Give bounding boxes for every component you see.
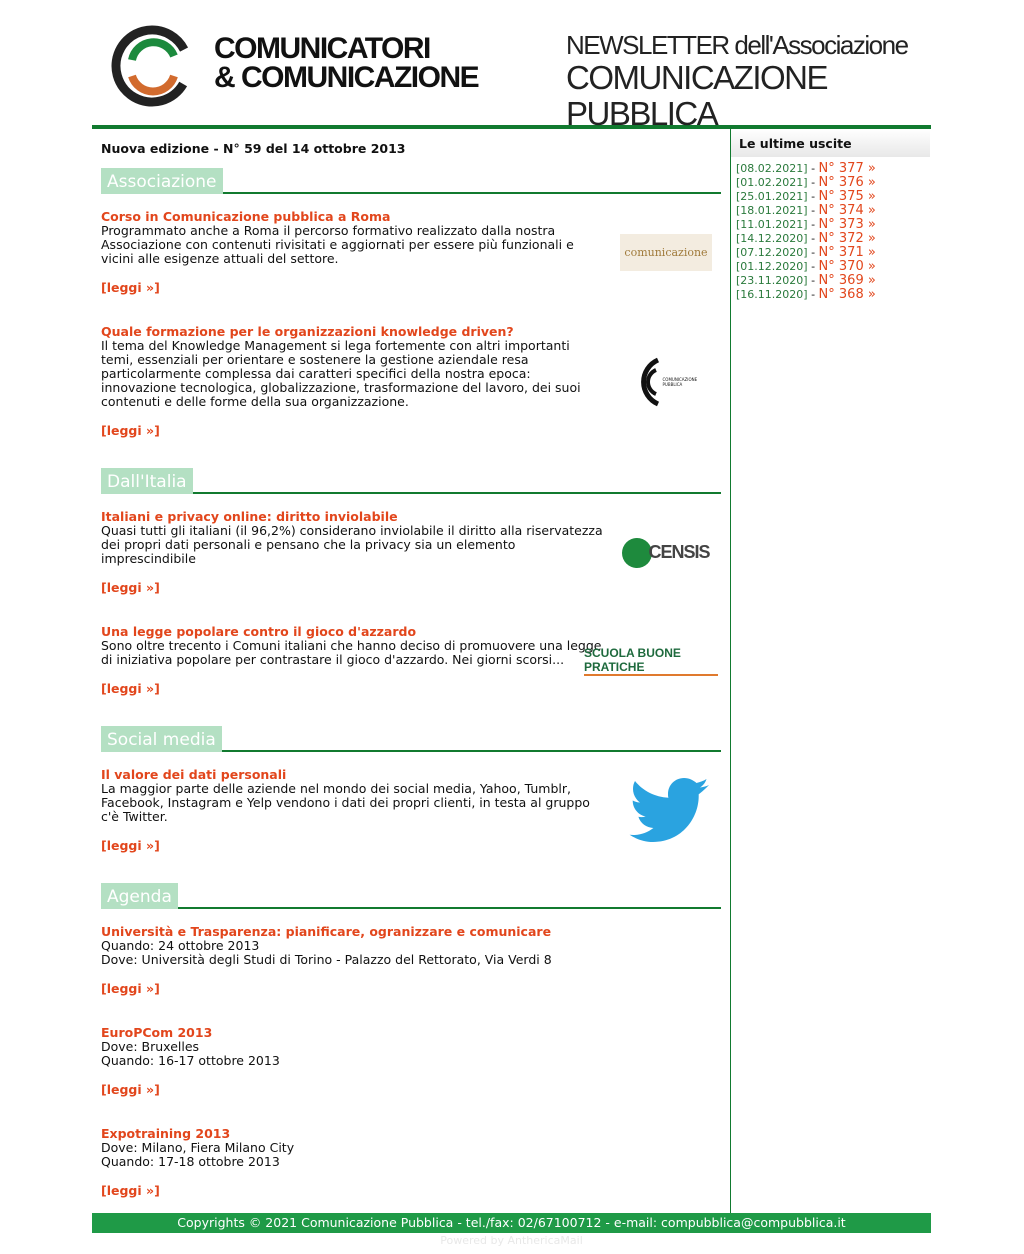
section-title: Associazione <box>101 168 223 194</box>
section-header <box>101 468 721 494</box>
scuola-buone-pratiche-logo: SCUOLA BUONE PRATICHE <box>584 646 718 676</box>
issue-date: [08.02.2021] <box>736 162 808 175</box>
issue-date: [14.12.2020] <box>736 232 808 245</box>
issue-number[interactable]: N° 372 » <box>818 231 876 246</box>
article-body-line: Quando: 24 ottobre 2013 <box>101 938 260 953</box>
article-body-line: Il tema del Knowledge Management si lega fortemente con altri importanti temi, essenziali per orientare e sostenere la gestione aziendale resa particolarmente complessa dai caratteri specifici della nostra epoca: innovazione tecnologica, globalizzazione, trasformazione del lavoro, dei suoi contenuti e delle forme della sua organizzazione. <box>101 338 581 409</box>
issue-number[interactable]: N° 376 » <box>818 175 876 190</box>
article-title-link[interactable]: Italiani e privacy online: diritto inviolabile <box>101 509 398 524</box>
issue-link[interactable]: [16.11.2020] - N° 368 » <box>736 287 876 302</box>
brand-line-1: COMUNICATORI <box>214 32 430 65</box>
issue-number[interactable]: N° 373 » <box>818 217 876 232</box>
footer: Copyrights © 2021 Comunicazione Pubblica - tel./fax: 02/67100712 - e-mail: compubblica@compubblica.it <box>92 1213 931 1233</box>
issue-date: [11.01.2021] <box>736 218 808 231</box>
read-more-link[interactable]: [leggi »] <box>101 838 160 853</box>
article-body-line: Dove: Milano, Fiera Milano City <box>101 1140 295 1155</box>
article-image <box>611 325 721 438</box>
article <box>101 510 721 595</box>
article-image <box>584 625 721 696</box>
article-image <box>611 510 721 595</box>
article-title-link[interactable]: Expotraining 2013 <box>101 1126 231 1141</box>
main-content <box>92 129 731 1217</box>
sidebar <box>731 129 930 1217</box>
article-title-link[interactable]: Corso in Comunicazione pubblica a Roma <box>101 209 391 224</box>
issue-link[interactable]: [07.12.2020] - N° 371 » <box>736 245 876 260</box>
issue-number[interactable]: N° 368 » <box>818 287 876 302</box>
newsletter-line-2: COMUNICAZIONE PUBBLICA <box>566 59 827 132</box>
issue-date: [16.11.2020] <box>736 288 808 301</box>
section-title: Dall'Italia <box>101 468 193 494</box>
issue-link[interactable]: [11.01.2021] - N° 373 » <box>736 217 876 232</box>
issue-date: [23.11.2020] <box>736 274 808 287</box>
twitter-bird-icon <box>621 775 711 847</box>
article <box>101 210 721 295</box>
article <box>101 1127 721 1198</box>
section-rule <box>193 492 721 494</box>
read-more-link[interactable]: [leggi »] <box>101 681 160 696</box>
issue-link[interactable]: [14.12.2020] - N° 372 » <box>736 231 876 246</box>
article <box>101 768 721 853</box>
article-title-link[interactable]: Università e Trasparenza: pianificare, ogranizzare e comunicare <box>101 924 552 939</box>
article-title-link[interactable]: Il valore dei dati personali <box>101 767 287 782</box>
comunicazione-image: comunicazione <box>620 234 711 271</box>
issue-link[interactable]: [18.01.2021] - N° 374 » <box>736 203 876 218</box>
newsletter-title <box>566 30 931 132</box>
article-body-line: Programmato anche a Roma il percorso formativo realizzato dalla nostra Associazione con contenuti rivisitati e aggiornati per essere più funzionali e vicini alle esigenze attuali del settore. <box>101 223 574 266</box>
issue-date: [18.01.2021] <box>736 204 808 217</box>
section-rule <box>222 750 721 752</box>
association-logo-icon <box>110 20 194 112</box>
article <box>101 625 721 696</box>
cp-logo-image: COMUNICAZIONE PUBBLICA <box>630 354 703 410</box>
read-more-link[interactable]: [leggi »] <box>101 423 160 438</box>
article <box>101 1026 721 1097</box>
issue-link[interactable]: [01.02.2021] - N° 376 » <box>736 175 876 190</box>
article-body-line: La maggior parte delle aziende nel mondo dei social media, Yahoo, Tumblr, Facebook, Instagram e Yelp vendono i dati dei propri clienti, in testa al gruppo c'è Twitter. <box>101 781 590 824</box>
brand-title <box>214 34 478 92</box>
article <box>101 325 721 438</box>
read-more-link[interactable]: [leggi »] <box>101 1183 160 1198</box>
header <box>92 0 931 132</box>
censis-logo: CENSIS <box>622 538 709 568</box>
section-rule <box>223 192 721 194</box>
issue-number[interactable]: N° 377 » <box>818 161 876 176</box>
issue-date: [25.01.2021] <box>736 190 808 203</box>
issue-number[interactable]: N° 370 » <box>818 259 876 274</box>
issue-number[interactable]: N° 375 » <box>818 189 876 204</box>
section-rule <box>178 907 721 909</box>
article-body-line: Quando: 17-18 ottobre 2013 <box>101 1154 280 1169</box>
issue-number[interactable]: N° 369 » <box>818 273 876 288</box>
article-title-link[interactable]: EuroPCom 2013 <box>101 1025 213 1040</box>
article-body-line: Quasi tutti gli italiani (il 96,2%) considerano inviolabile il diritto alla riservatezza dei propri dati personali e pensano che la privacy sia un elemento imprescindibile <box>101 523 603 566</box>
read-more-link[interactable]: [leggi »] <box>101 1082 160 1097</box>
edition-title: Nuova edizione - N° 59 del 14 ottobre 2013 <box>101 141 406 156</box>
read-more-link[interactable]: [leggi »] <box>101 580 160 595</box>
read-more-link[interactable]: [leggi »] <box>101 981 160 996</box>
read-more-link[interactable]: [leggi »] <box>101 280 160 295</box>
issue-date: [01.02.2021] <box>736 176 808 189</box>
section-title: Agenda <box>101 883 178 909</box>
article-image <box>611 210 721 295</box>
article-title-link[interactable]: Una legge popolare contro il gioco d'azzardo <box>101 624 417 639</box>
article-body-line: Dove: Bruxelles <box>101 1039 200 1054</box>
issue-number[interactable]: N° 371 » <box>818 245 876 260</box>
section-header <box>101 726 721 752</box>
powered-by: Powered by AnthericaMail <box>440 1234 583 1247</box>
section-header <box>101 883 721 909</box>
article-body-line: Sono oltre trecento i Comuni italiani che hanno deciso di promuovere una legge di iniziativa popolare per contrastare il gioco d'azzardo. Nei giorni scorsi... <box>101 638 602 667</box>
issue-link[interactable]: [25.01.2021] - N° 375 » <box>736 189 876 204</box>
article-body-line: Dove: Università degli Studi di Torino - Palazzo del Rettorato, Via Verdi 8 <box>101 952 552 967</box>
issue-number[interactable]: N° 374 » <box>818 203 876 218</box>
article-image <box>611 768 721 853</box>
section-title: Social media <box>101 726 222 752</box>
newsletter <box>92 0 931 1254</box>
article-title-link[interactable]: Quale formazione per le organizzazioni knowledge driven? <box>101 324 514 339</box>
issue-date: [07.12.2020] <box>736 246 808 259</box>
sidebar-title: Le ultime uscite <box>731 129 930 157</box>
issue-link[interactable]: [23.11.2020] - N° 369 » <box>736 273 876 288</box>
brand-line-2: & COMUNICAZIONE <box>214 61 479 94</box>
section-header <box>101 168 721 194</box>
issue-date: [01.12.2020] <box>736 260 808 273</box>
issue-link[interactable]: [08.02.2021] - N° 377 » <box>736 161 876 176</box>
article <box>101 925 721 996</box>
article-body-line: Quando: 16-17 ottobre 2013 <box>101 1053 280 1068</box>
issue-link[interactable]: [01.12.2020] - N° 370 » <box>736 259 876 274</box>
newsletter-line-1: NEWSLETTER dell'Associazione <box>566 30 908 60</box>
